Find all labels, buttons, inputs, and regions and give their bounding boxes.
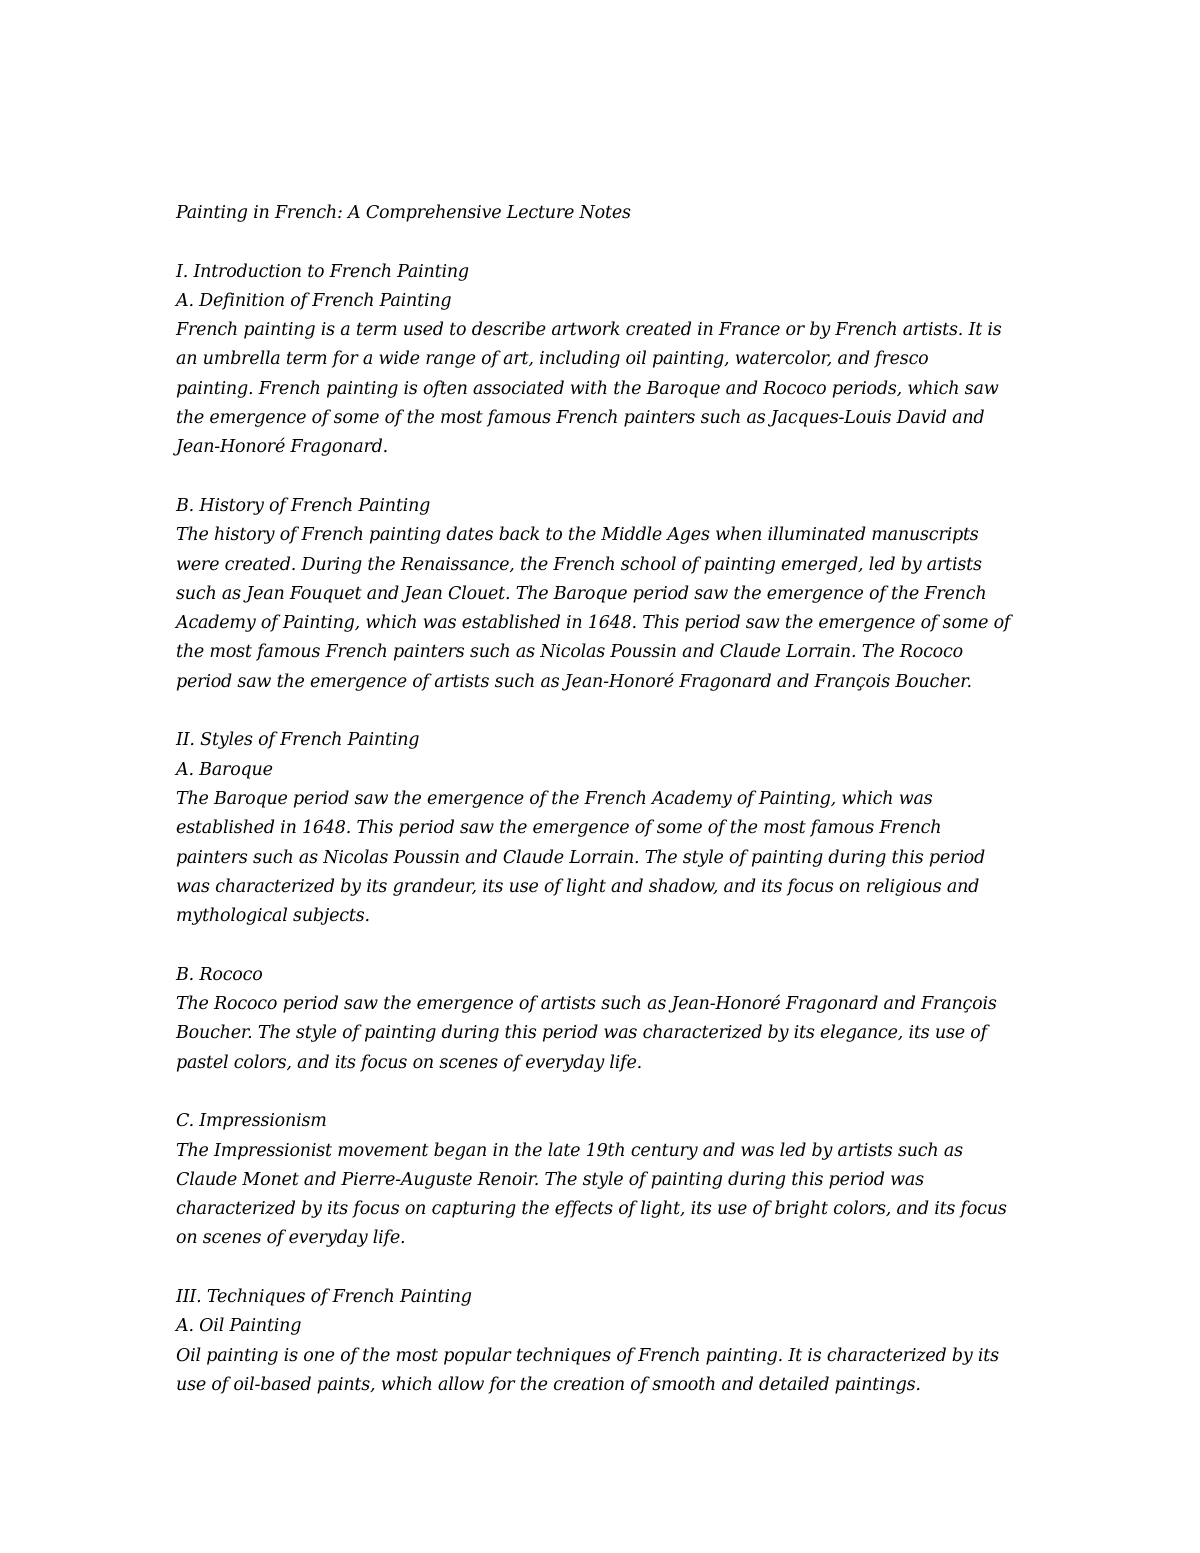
section-heading: II. Styles of French Painting bbox=[176, 730, 420, 751]
subsection-oil-painting bbox=[176, 1312, 1036, 1400]
paragraph-line: established in 1648. This period saw the emergence of some of the most famous French bbox=[176, 818, 942, 839]
paragraph-line: Academy of Painting, which was established in 1648. This period saw the emergence of some of bbox=[176, 613, 1011, 634]
section-heading: III. Techniques of French Painting bbox=[176, 1286, 472, 1307]
spacer bbox=[176, 697, 1036, 726]
paragraph-line: painters such as Nicolas Poussin and Claude Lorrain. The style of painting during this period bbox=[176, 847, 985, 868]
paragraph-line: use of oil-based paints, which allow for the creation of smooth and detailed paintings. bbox=[176, 1374, 921, 1395]
paragraph-line: period saw the emergence of artists such as Jean-Honoré Fragonard and François Boucher. bbox=[176, 671, 972, 692]
paragraph-line: mythological subjects. bbox=[176, 906, 370, 927]
subsection-history bbox=[176, 492, 1036, 697]
section-heading: I. Introduction to French Painting bbox=[176, 261, 469, 282]
paragraph-line: The Baroque period saw the emergence of the French Academy of Painting, which was bbox=[176, 788, 933, 809]
subsection-heading: B. History of French Painting bbox=[176, 495, 431, 516]
paragraph-line: Boucher. The style of painting during this period was characterized by its elegance, its use of bbox=[176, 1023, 987, 1044]
paragraph-line: an umbrella term for a wide range of art, including oil painting, watercolor, and fresco bbox=[176, 349, 929, 370]
section-techniques bbox=[176, 1283, 1036, 1400]
spacer bbox=[176, 463, 1036, 492]
paragraph-line: on scenes of everyday life. bbox=[176, 1228, 406, 1249]
section-introduction bbox=[176, 258, 1036, 697]
spacer bbox=[176, 1254, 1036, 1283]
paragraph-line: such as Jean Fouquet and Jean Clouet. The Baroque period saw the emergence of the French bbox=[176, 583, 987, 604]
subsection-heading: A. Oil Painting bbox=[176, 1316, 302, 1337]
paragraph-line: Oil painting is one of the most popular techniques of French painting. It is characterized by its bbox=[176, 1345, 999, 1366]
paragraph-line: The Rococo period saw the emergence of artists such as Jean-Honoré Fragonard and François bbox=[176, 994, 997, 1015]
paragraph-line: was characterized by its grandeur, its use of light and shadow, and its focus on religious and bbox=[176, 876, 980, 897]
section-styles bbox=[176, 726, 1036, 1253]
subsection-definition bbox=[176, 287, 1036, 463]
paragraph-line: French painting is a term used to describe artwork created in France or by French artists. It is bbox=[176, 320, 1002, 341]
subsection-heading: C. Impressionism bbox=[176, 1111, 327, 1132]
paragraph-line: The Impressionist movement began in the late 19th century and was led by artists such as bbox=[176, 1140, 963, 1161]
paragraph-line: The history of French painting dates back to the Middle Ages when illuminated manuscripts bbox=[176, 525, 979, 546]
spacer bbox=[176, 228, 1036, 257]
spacer bbox=[176, 931, 1036, 960]
subsection-heading: A. Definition of French Painting bbox=[176, 290, 452, 311]
document-body bbox=[176, 199, 1036, 1400]
subsection-baroque bbox=[176, 756, 1036, 932]
spacer bbox=[176, 1078, 1036, 1107]
subsection-rococo bbox=[176, 961, 1036, 1078]
paragraph-line: the emergence of some of the most famous French painters such as Jacques-Louis David and bbox=[176, 408, 985, 429]
paragraph-line: were created. During the Renaissance, the French school of painting emerged, led by artists bbox=[176, 554, 982, 575]
paragraph-line: pastel colors, and its focus on scenes of everyday life. bbox=[176, 1052, 642, 1073]
paragraph-line: the most famous French painters such as Nicolas Poussin and Claude Lorrain. The Rococo bbox=[176, 642, 963, 663]
paragraph-line: Jean-Honoré Fragonard. bbox=[176, 437, 388, 458]
subsection-heading: A. Baroque bbox=[176, 759, 273, 780]
paragraph-line: Claude Monet and Pierre-Auguste Renoir. The style of painting during this period was bbox=[176, 1169, 924, 1190]
subsection-impressionism bbox=[176, 1107, 1036, 1253]
paragraph-line: characterized by its focus on capturing the effects of light, its use of bright colors, and its focus bbox=[176, 1199, 1007, 1220]
paragraph-line: painting. French painting is often associated with the Baroque and Rococo periods, which saw bbox=[176, 378, 999, 399]
document-title: Painting in French: A Comprehensive Lecture Notes bbox=[176, 203, 631, 223]
subsection-heading: B. Rococo bbox=[176, 964, 263, 985]
